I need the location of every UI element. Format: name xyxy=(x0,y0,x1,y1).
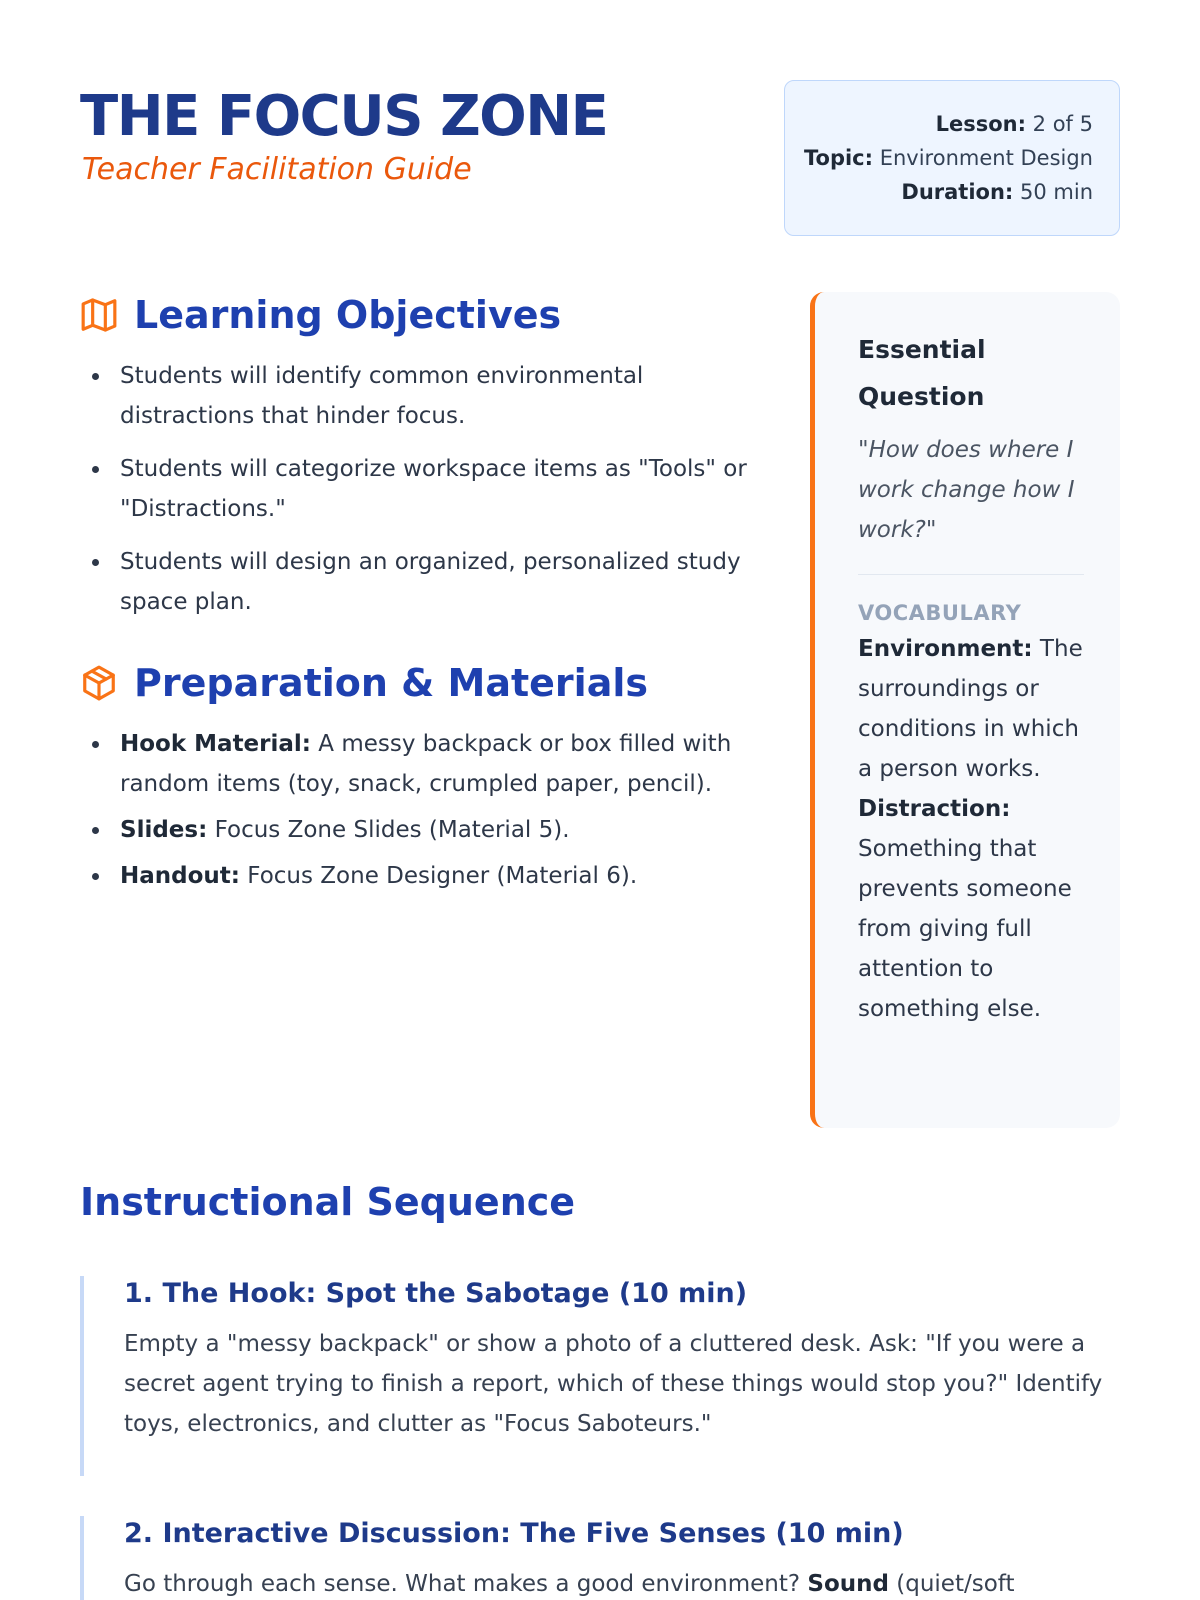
objectives-heading: Learning Objectives xyxy=(80,290,750,340)
meta-topic: Topic: Environment Design xyxy=(803,146,1093,170)
divider xyxy=(858,574,1084,575)
document-header xyxy=(80,80,1120,240)
vocabulary-label: VOCABULARY xyxy=(858,601,1022,625)
vocabulary-item: Distraction: Something that prevents someone from giving full attention to something else. xyxy=(858,796,1072,1022)
list-item: Slides: Focus Zone Slides (Material 5). xyxy=(80,810,750,850)
objectives-list xyxy=(80,356,750,622)
step-title: 2. Interactive Discussion: The Five Senses (10 min) xyxy=(124,1518,904,1549)
list-item: Hook Material: A messy backpack or box filled with random items (toy, snack, crumpled paper, pencil). xyxy=(80,724,750,804)
essential-question-quote: "How does where I work change how I work?" xyxy=(858,437,1075,543)
list-item: Students will identify common environmental distractions that hinder focus. xyxy=(80,356,750,436)
sequence-heading: Instructional Sequence xyxy=(80,1180,576,1224)
meta-lesson: Lesson: 2 of 5 xyxy=(935,112,1093,136)
list-item: Students will categorize workspace items as "Tools" or "Distractions." xyxy=(80,449,750,529)
step-text: Go through each sense. What makes a good environment? Sound (quiet/soft xyxy=(124,1571,1015,1597)
vocabulary-list xyxy=(858,629,1084,1029)
package-icon xyxy=(80,664,118,702)
meta-duration: Duration: 50 min xyxy=(901,180,1093,204)
sequence-step xyxy=(80,1276,1120,1476)
list-item: Handout: Focus Zone Designer (Material 6). xyxy=(80,856,750,896)
document-title: THE FOCUS ZONE xyxy=(80,84,608,149)
map-icon xyxy=(80,296,118,334)
vocabulary-item: Environment: The surroundings or conditions in which a person works. xyxy=(858,636,1083,782)
essential-question-card xyxy=(810,292,1120,1128)
document-subtitle: Teacher Facilitation Guide xyxy=(82,152,472,187)
sequence-step xyxy=(80,1516,1120,1600)
list-item: Students will design an organized, personalized study space plan. xyxy=(80,542,750,622)
materials-heading: Preparation & Materials xyxy=(80,658,750,708)
main-column xyxy=(80,290,750,902)
materials-list xyxy=(80,724,750,896)
step-text: Empty a "messy backpack" or show a photo of a cluttered desk. Ask: "If you were a secret agent trying to finish a report, which of these things would stop you?" Identify toys, electronics, and clutter as "Focus Saboteurs." xyxy=(124,1331,1103,1437)
step-title: 1. The Hook: Spot the Sabotage (10 min) xyxy=(124,1278,748,1309)
essential-question-title: Essential Question xyxy=(858,335,986,411)
lesson-meta-box xyxy=(784,80,1120,236)
